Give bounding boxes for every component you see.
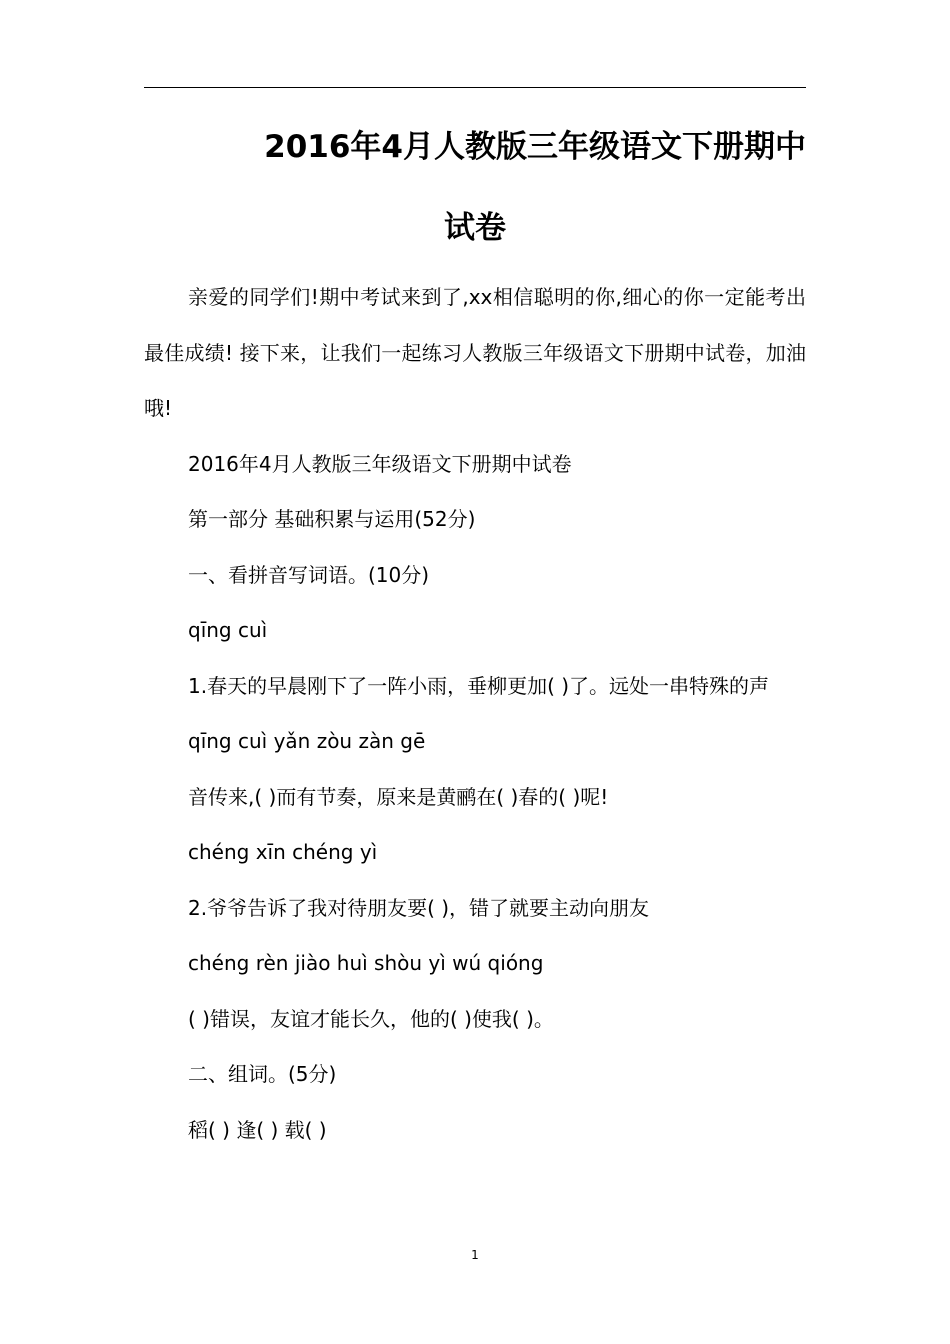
question-text: 2.爷爷告诉了我对待朋友要( )，错了就要主动向朋友 — [188, 895, 650, 920]
document-title-line-1: 2016年4月人教版三年级语文下册期中 — [264, 129, 806, 165]
section-two-heading: 二、组词。(5分) — [188, 1062, 337, 1086]
document-title-line-2: 试卷 — [444, 210, 506, 246]
paper-heading: 2016年4月人教版三年级语文下册期中试卷 — [188, 451, 572, 476]
part-one-heading: 第一部分 基础积累与运用(52分) — [188, 507, 476, 531]
question-text: 音传来,( )而有节奏，原来是黄鹂在( )春的( )呢! — [188, 784, 609, 809]
document-body — [144, 270, 806, 1158]
page-number: 1 — [471, 1248, 479, 1262]
question-text: 稻( ) 逢( ) 载( ) — [188, 1117, 327, 1142]
section-one-heading: 一、看拼音写词语。(10分) — [188, 562, 430, 587]
pinyin-line: chéng rèn jiào huì shòu yì wú qióng — [188, 951, 544, 975]
header-rule — [144, 87, 806, 88]
question-text: ( )错误，友谊才能长久，他的( )使我( )。 — [188, 1006, 554, 1031]
pinyin-line: qīng cuì yǎn zòu zàn gē — [188, 729, 426, 753]
pinyin-line: qīng cuì — [188, 618, 268, 642]
intro-paragraph: 亲爱的同学们!期中考试来到了,xx相信聪明的你,细心的你一定能考出最佳成绩! 接下来，让我们一起练习人教版三年级语文下册期中试卷，加油哦! — [144, 285, 806, 420]
question-text: 1.春天的早晨刚下了一阵小雨，垂柳更加( )了。远处一串特殊的声 — [188, 673, 770, 698]
pinyin-line: chéng xīn chéng yì — [188, 840, 378, 864]
